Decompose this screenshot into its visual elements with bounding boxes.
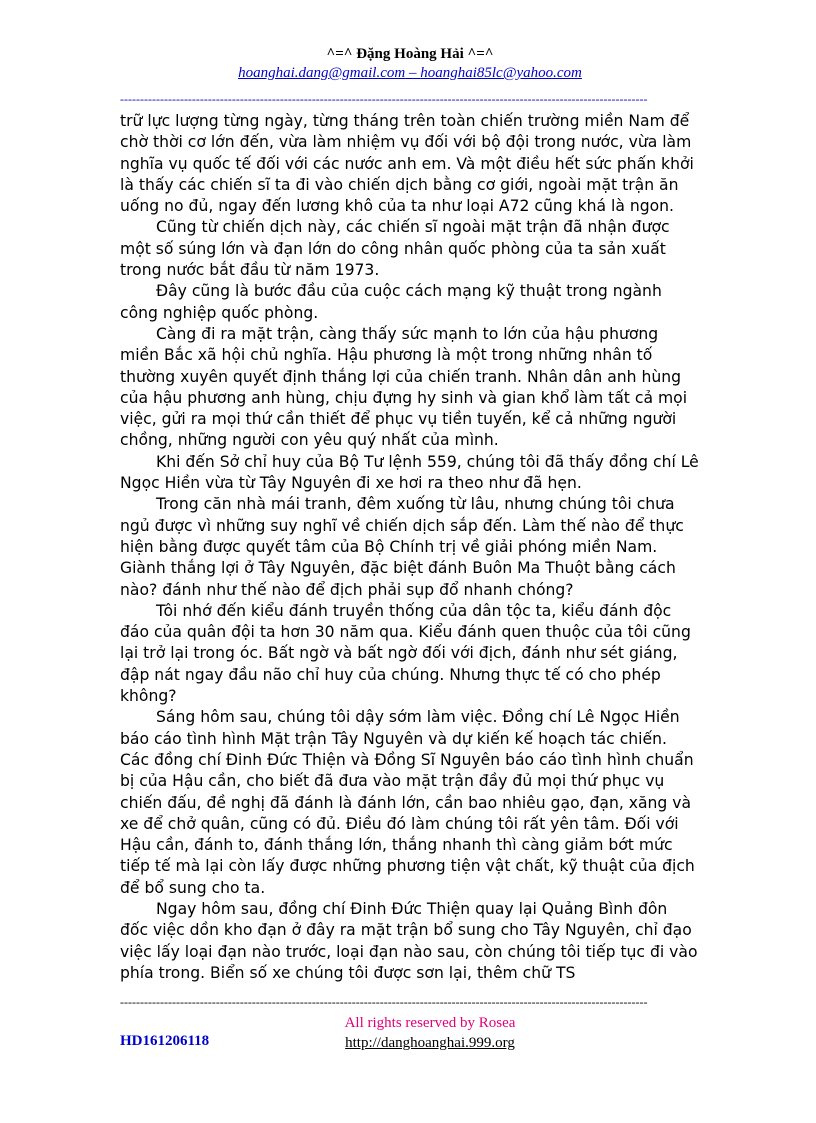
footer-divider: ------------------------------------------------------------------------------------------------------------------------------------ [120, 996, 648, 1008]
email-link-yahoo[interactable]: hoanghai85lc@yahoo.com [420, 65, 582, 81]
page-header [120, 45, 700, 83]
document-id: HD161206118 [120, 1033, 210, 1049]
rights-notice: All rights reserved by Rosea [344, 1015, 516, 1031]
footer-credits [320, 1013, 540, 1053]
email-separator: – [405, 65, 421, 81]
paragraph: Càng đi ra mặt trận, càng thấy sức mạnh to lớn của hậu phương miền Bắc xã hội chủ nghĩa. Hậu phương là một trong những nhân tố thường xuyên quyết định thắng lợi của chiến tranh. Nhân dân anh hùng của hậu phương anh hùng, chịu đựng hy sinh và gian khổ làm tất cả mọi việc, gửi ra mọi thứ cần thiết để phục vụ tiền tuyến, kể cả những người chồng, những người con yêu quý nhất của mình. [120, 324, 688, 450]
author-name: ^=^ Đặng Hoàng Hải ^=^ [326, 46, 494, 62]
paragraph: Cũng từ chiến dịch này, các chiến sĩ ngoài mặt trận đã nhận được một số súng lớn và đạn lớn do công nhân quốc phòng của ta sản xuất trong nước bắt đầu từ năm 1973. [120, 218, 670, 280]
paragraph: Sáng hôm sau, chúng tôi dậy sớm làm việc. Đồng chí Lê Ngọc Hiền báo cáo tình hình Mặt trận Tây Nguyên và dự kiến kế hoạch tác chiến. Các đồng chí Đinh Đức Thiện và Đồng Sĩ Nguyên báo cáo tình hình chuẩn bị của Hậu cần, cho biết đã đưa vào mặt trận đầy đủ mọi thứ phục vụ chiến đấu, đề nghị đã đánh là đánh lớn, cần bao nhiêu gạo, đạn, xăng và xe để chở quân, cũng có đủ. Điều đó làm chúng tôi rất yên tâm. Đối với Hậu cần, đánh to, đánh thắng lớn, thắng nhanh thì càng giảm bớt mức tiếp tế mà lại còn lấy được những phương tiện vật chất, kỹ thuật của địch để bổ sung cho ta. [120, 708, 695, 897]
contact-emails [120, 63, 700, 83]
document-body [120, 111, 700, 984]
paragraph: trữ lực lượng từng ngày, từng tháng trên toàn chiến trường miền Nam để chờ thời cơ lớn đến, vừa làm nhiệm vụ đối với bộ đội trong nước, vừa làm nghĩa vụ quốc tế đối với các nước anh em. Và một điều hết sức phấn khởi là thấy các chiến sĩ ta đi vào chiến dịch bằng cơ giới, ngoài mặt trận ăn uống no đủ, ngay đến lương khô của ta như loại A72 cũng khá là ngon. [120, 112, 694, 216]
website-link[interactable]: http://danghoanghai.999.org [345, 1035, 515, 1051]
paragraph: Trong căn nhà mái tranh, đêm xuống từ lâu, nhưng chúng tôi chưa ngủ được vì những suy nghĩ về chiến dịch sắp đến. Làm thế nào để thực hiện bằng được quyết tâm của Bộ Chính trị về giải phóng miền Nam. Giành thắng lợi ở Tây Nguyên, đặc biệt đánh Buôn Ma Thuột bằng cách nào? đánh như thế nào để địch phải sụp đổ nhanh chóng? [120, 495, 684, 599]
paragraph: Đây cũng là bước đầu của cuộc cách mạng kỹ thuật trong ngành công nghiệp quốc phòng. [120, 282, 662, 322]
paragraph: Ngay hôm sau, đồng chí Đinh Đức Thiện quay lại Quảng Bình đôn đốc việc dồn kho đạn ở đây ra mặt trận bổ sung cho Tây Nguyên, chỉ đạo việc lấy loại đạn nào trước, loại đạn nào sau, còn chúng tôi tiếp tục đi vào phía trong. Biển số xe chúng tôi được sơn lại, thêm chữ TS [120, 899, 698, 982]
header-divider: ------------------------------------------------------------------------------------------------------------------------------------ [120, 93, 648, 105]
email-link-gmail[interactable]: hoanghai.dang@gmail.com [238, 65, 406, 81]
paragraph: Khi đến Sở chỉ huy của Bộ Tư lệnh 559, chúng tôi đã thấy đồng chí Lê Ngọc Hiền vừa từ Tây Nguyên đi xe hơi ra theo như đã hẹn. [120, 452, 699, 493]
paragraph: Tôi nhớ đến kiểu đánh truyền thống của dân tộc ta, kiểu đánh độc đáo của quân đội ta hơn 30 năm qua. Kiểu đánh quen thuộc của tôi cũng lại trở lại trong óc. Bất ngờ và bất ngờ đối với địch, đánh như sét giáng, đập nát ngay đầu não chỉ huy của chúng. Nhưng thực tế có cho phép không? [120, 601, 691, 706]
